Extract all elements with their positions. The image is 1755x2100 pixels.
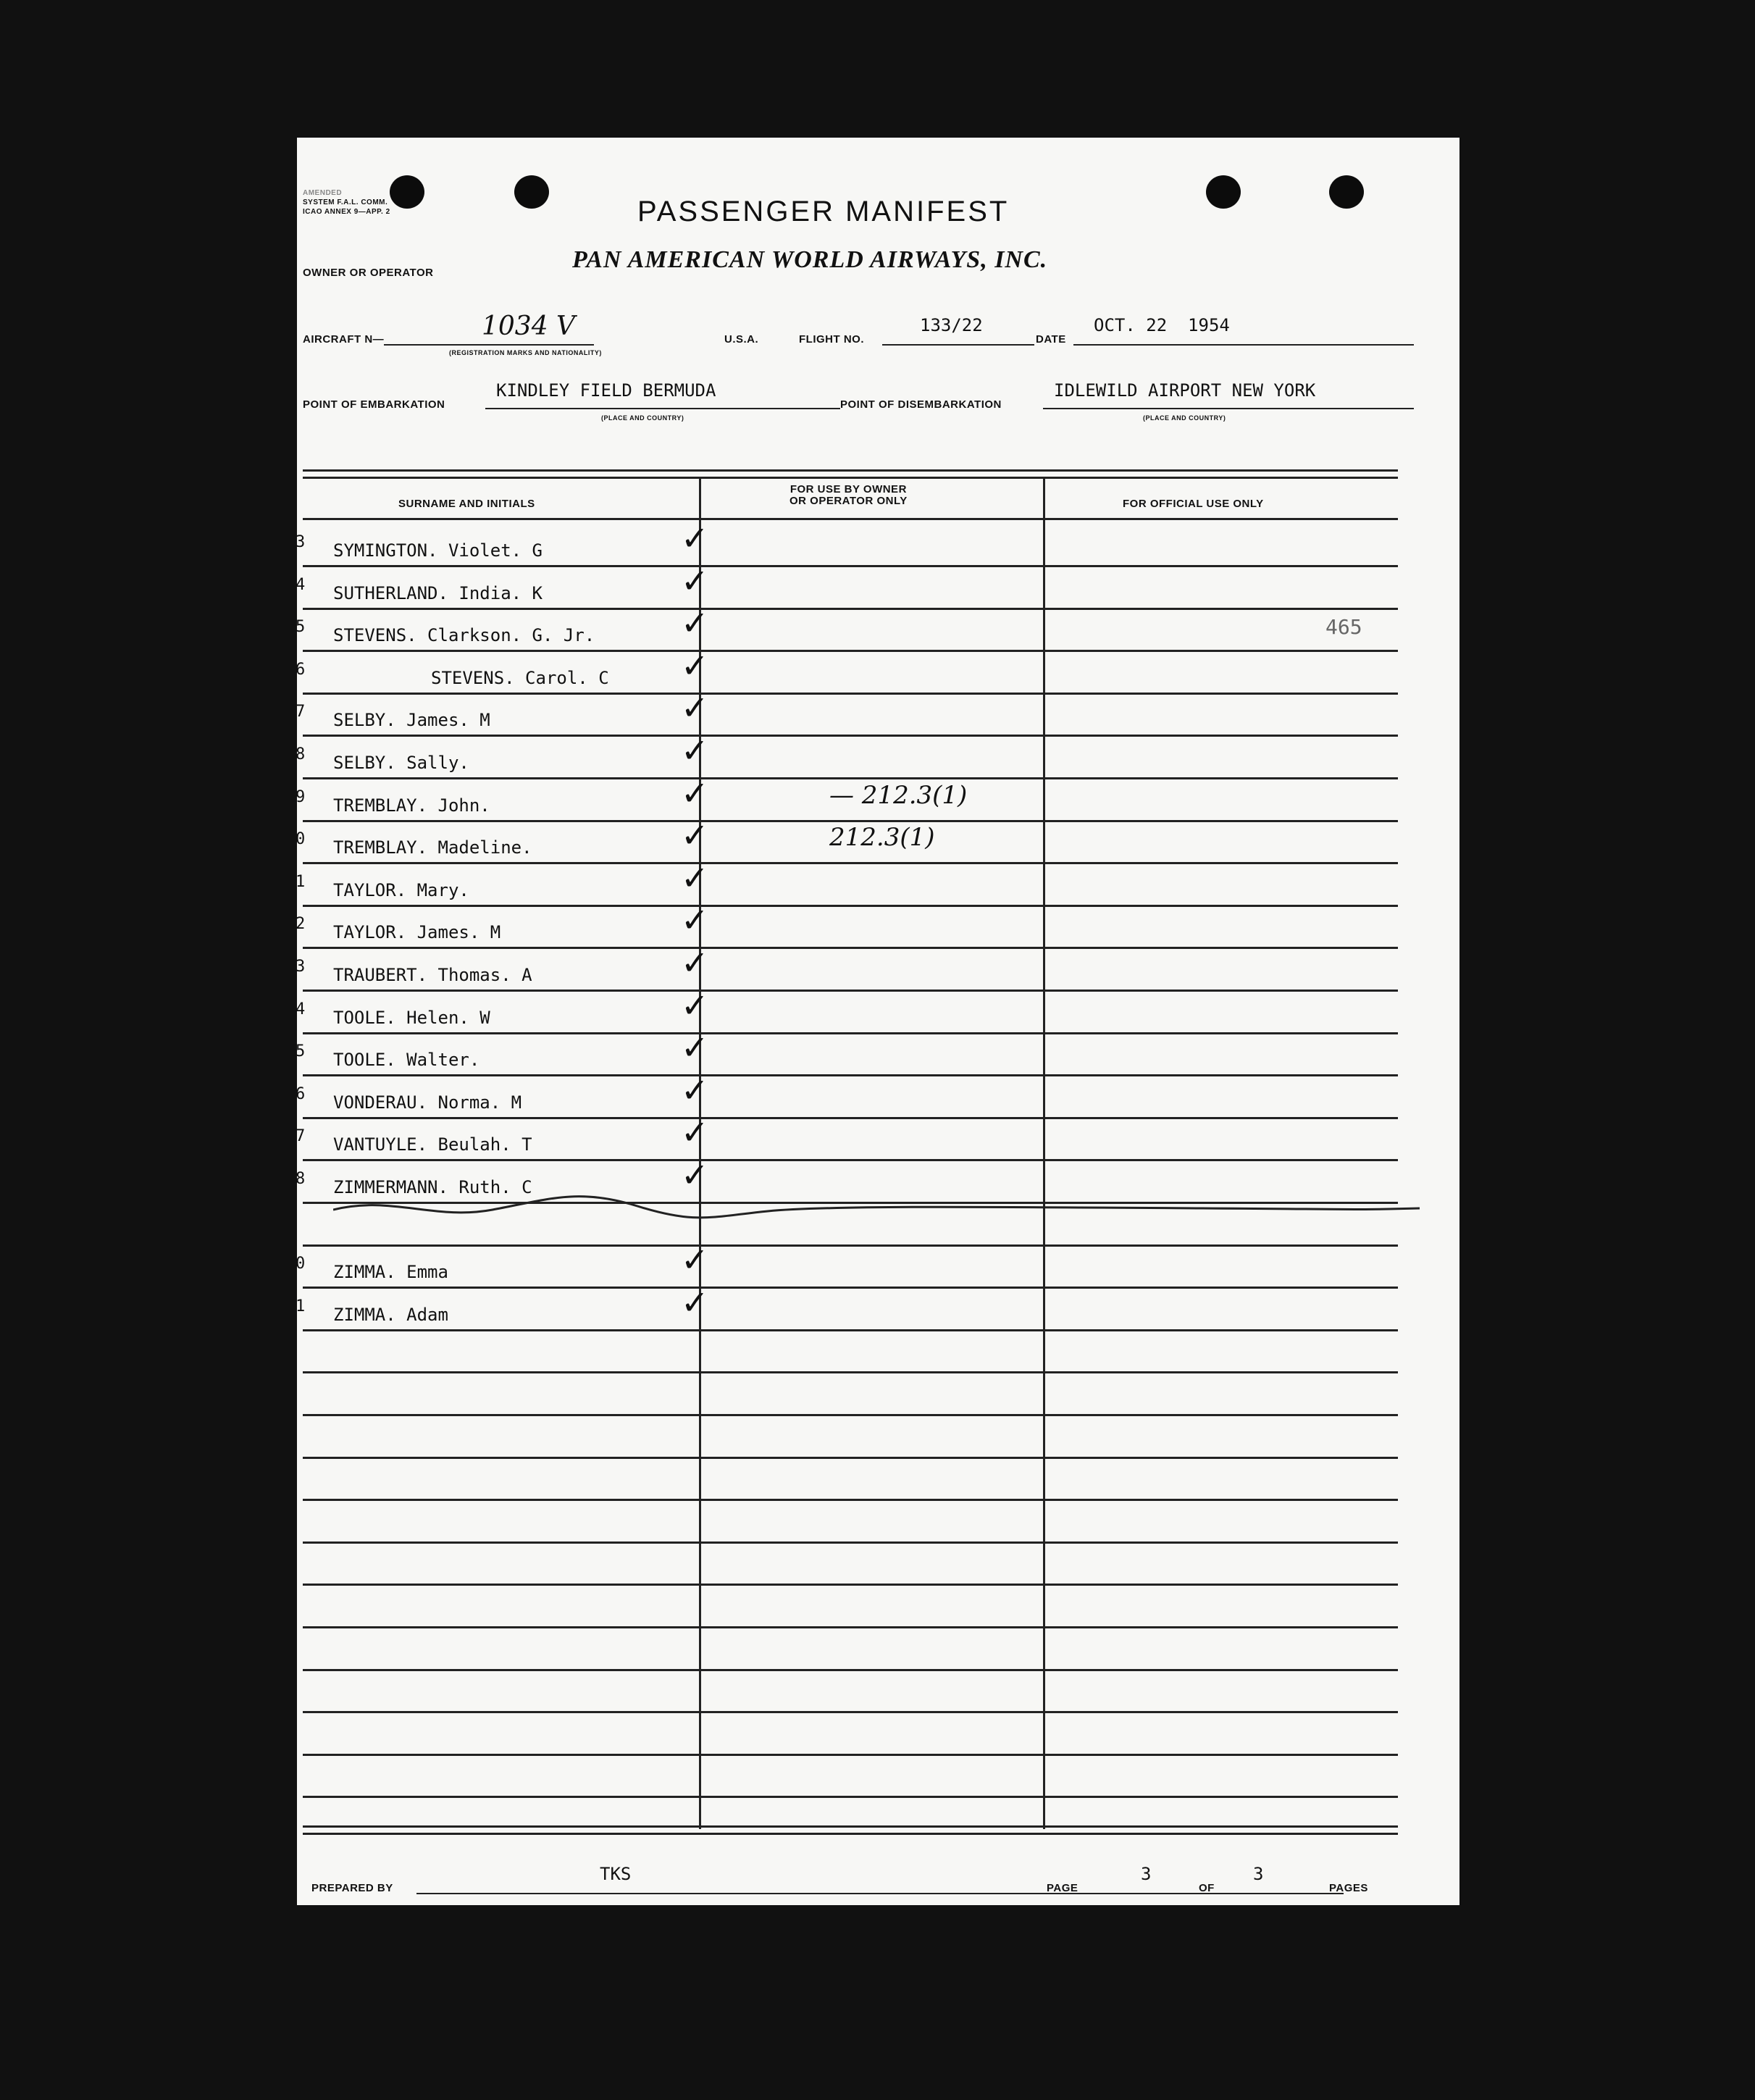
aircraft-label: AIRCRAFT N— xyxy=(303,333,385,346)
official-note: 465 xyxy=(1325,615,1362,639)
row-number: 2 xyxy=(296,915,306,933)
row-number: 3 xyxy=(296,533,306,551)
row-number: 6 xyxy=(296,1085,306,1103)
passenger-name: ZIMMA. Adam xyxy=(333,1305,448,1325)
row-number: 5 xyxy=(296,618,306,636)
check-mark-icon: ✓ xyxy=(681,858,709,898)
check-mark-icon: ✓ xyxy=(681,1071,709,1110)
passenger-row xyxy=(296,1240,1456,1291)
check-mark-icon: ✓ xyxy=(681,986,709,1025)
row-number: 5 xyxy=(296,1042,306,1061)
passenger-name: SELBY. Sally. xyxy=(333,753,469,773)
pages-label: PAGES xyxy=(1329,1882,1368,1894)
passenger-name: VONDERAU. Norma. M xyxy=(333,1092,522,1113)
check-mark-icon: ✓ xyxy=(681,774,709,813)
passenger-name: TREMBLAY. Madeline. xyxy=(333,837,532,858)
col-owner-use-header xyxy=(789,484,908,507)
row-rule xyxy=(303,1669,1398,1671)
passenger-name: ZIMMERMANN. Ruth. C xyxy=(333,1177,532,1197)
row-rule xyxy=(303,1626,1398,1628)
passenger-name: ZIMMA. Emma xyxy=(333,1262,448,1282)
passenger-name: TAYLOR. James. M xyxy=(333,922,501,942)
passenger-row xyxy=(296,1028,1456,1079)
row-rule xyxy=(303,1584,1398,1586)
passenger-row xyxy=(296,688,1456,739)
embarkation-label: POINT OF EMBARKATION xyxy=(303,398,445,411)
passenger-row xyxy=(296,561,1456,612)
embarkation-sub: (PLACE AND COUNTRY) xyxy=(601,414,684,422)
check-mark-icon: ✓ xyxy=(681,1240,709,1279)
owner-label: OWNER OR OPERATOR xyxy=(303,267,434,279)
row-number: 8 xyxy=(296,745,306,764)
form-id-line: ICAO ANNEX 9—APP. 2 xyxy=(303,208,390,216)
passenger-row xyxy=(296,1113,1456,1163)
row-number: 4 xyxy=(296,1000,306,1018)
header-bottom-rule xyxy=(303,518,1398,520)
disembarkation-sub: (PLACE AND COUNTRY) xyxy=(1143,414,1226,422)
passenger-row xyxy=(296,774,1456,824)
check-mark-icon: ✓ xyxy=(681,900,709,940)
flight-underline xyxy=(882,344,1034,346)
check-mark-icon: ✓ xyxy=(681,519,709,558)
passenger-row xyxy=(296,943,1456,994)
header-rule xyxy=(303,469,1398,479)
row-rule xyxy=(303,1457,1398,1459)
date-label: DATE xyxy=(1036,333,1066,346)
owner-note: — 212.3(1) xyxy=(829,781,968,810)
row-rule xyxy=(303,1414,1398,1416)
check-mark-icon: ✓ xyxy=(681,561,709,601)
col-surname-header: SURNAME AND INITIALS xyxy=(398,498,535,510)
strike-line xyxy=(333,1181,1427,1224)
check-mark-icon: ✓ xyxy=(681,816,709,855)
passenger-name: TREMBLAY. John. xyxy=(333,795,490,816)
form-id xyxy=(303,188,390,217)
disembarkation-label: POINT OF DISEMBARKATION xyxy=(840,398,1002,411)
aircraft-sub-label: (REGISTRATION MARKS AND NATIONALITY) xyxy=(449,349,602,356)
row-number: 0 xyxy=(296,830,306,848)
aircraft-value: 1034 V xyxy=(482,311,576,341)
check-mark-icon: ✓ xyxy=(681,731,709,770)
row-rule xyxy=(303,1711,1398,1713)
row-number: 7 xyxy=(296,703,306,721)
row-number: 7 xyxy=(296,1127,306,1145)
check-mark-icon: ✓ xyxy=(681,603,709,643)
passenger-name: TAYLOR. Mary. xyxy=(333,880,469,900)
passenger-row xyxy=(296,986,1456,1037)
row-number: 1 xyxy=(296,1297,306,1315)
passenger-row xyxy=(296,519,1456,569)
passenger-name: STEVENS. Carol. C xyxy=(431,668,609,688)
passenger-row xyxy=(296,816,1456,866)
passenger-row xyxy=(296,603,1456,654)
punch-hole xyxy=(390,175,424,209)
of-label: OF xyxy=(1199,1882,1215,1894)
row-rule xyxy=(303,1499,1398,1501)
date-underline xyxy=(1073,344,1414,346)
passenger-row xyxy=(296,731,1456,782)
check-mark-icon: ✓ xyxy=(681,1283,709,1322)
row-rule xyxy=(303,1371,1398,1373)
disembarkation-underline xyxy=(1043,408,1414,409)
prepared-value: TKS xyxy=(600,1864,632,1884)
passenger-name: TOOLE. Helen. W xyxy=(333,1008,490,1028)
col-owner-use-line: OR OPERATOR ONLY xyxy=(789,495,908,507)
flight-label: FLIGHT NO. xyxy=(799,333,864,346)
check-mark-icon: ✓ xyxy=(681,1155,709,1195)
check-mark-icon: ✓ xyxy=(681,688,709,727)
embarkation-value: KINDLEY FIELD BERMUDA xyxy=(496,380,716,401)
passenger-row xyxy=(296,1283,1456,1334)
passenger-row xyxy=(296,1071,1456,1121)
punch-hole xyxy=(1206,175,1241,209)
manifest-page xyxy=(297,138,1459,1905)
form-id-line: SYSTEM F.A.L. COMM. xyxy=(303,198,388,206)
disembarkation-value: IDLEWILD AIRPORT NEW YORK xyxy=(1054,380,1316,401)
row-number: 6 xyxy=(296,661,306,679)
row-rule xyxy=(303,1541,1398,1544)
passenger-row xyxy=(296,646,1456,697)
row-rule xyxy=(303,1754,1398,1756)
col-owner-use-line: FOR USE BY OWNER xyxy=(789,483,907,495)
carrier-name: PAN AMERICAN WORLD AIRWAYS, INC. xyxy=(572,246,1048,273)
passenger-name: TOOLE. Walter. xyxy=(333,1050,480,1070)
passenger-name: STEVENS. Clarkson. G. Jr. xyxy=(333,625,595,645)
check-mark-icon: ✓ xyxy=(681,1113,709,1152)
passenger-name: SYMINGTON. Violet. G xyxy=(333,540,543,561)
punch-hole xyxy=(514,175,549,209)
col-official-header: FOR OFFICIAL USE ONLY xyxy=(1123,498,1264,510)
nationality: U.S.A. xyxy=(724,333,759,346)
row-number: 9 xyxy=(296,788,306,806)
passenger-name: SUTHERLAND. India. K xyxy=(333,583,543,603)
check-mark-icon: ✓ xyxy=(681,646,709,685)
row-number: 1 xyxy=(296,873,306,891)
flight-date: OCT. 22 1954 xyxy=(1094,315,1230,335)
page-total: 3 xyxy=(1253,1864,1264,1884)
check-mark-icon: ✓ xyxy=(681,1028,709,1067)
row-number: 4 xyxy=(296,576,306,594)
form-id-line: AMENDED xyxy=(303,189,343,197)
row-number: 0 xyxy=(296,1255,306,1273)
passenger-name: VANTUYLE. Beulah. T xyxy=(333,1134,532,1155)
embarkation-underline xyxy=(485,408,840,409)
aircraft-underline xyxy=(384,344,594,346)
row-number: 3 xyxy=(296,958,306,976)
row-number: 8 xyxy=(296,1170,306,1188)
flight-number: 133/22 xyxy=(920,315,983,335)
row-rule xyxy=(303,1796,1398,1798)
passenger-row xyxy=(296,900,1456,951)
page-title: PASSENGER MANIFEST xyxy=(637,196,1010,227)
passenger-row xyxy=(296,858,1456,909)
punch-hole xyxy=(1329,175,1364,209)
page-label: PAGE xyxy=(1047,1882,1078,1894)
page-number: 3 xyxy=(1141,1864,1152,1884)
prepared-label: PREPARED BY xyxy=(311,1882,393,1894)
check-mark-icon: ✓ xyxy=(681,943,709,982)
owner-note: 212.3(1) xyxy=(829,823,935,852)
passenger-name: SELBY. James. M xyxy=(333,710,490,730)
footer-rule xyxy=(303,1825,1398,1835)
passenger-name: TRAUBERT. Thomas. A xyxy=(333,965,532,985)
